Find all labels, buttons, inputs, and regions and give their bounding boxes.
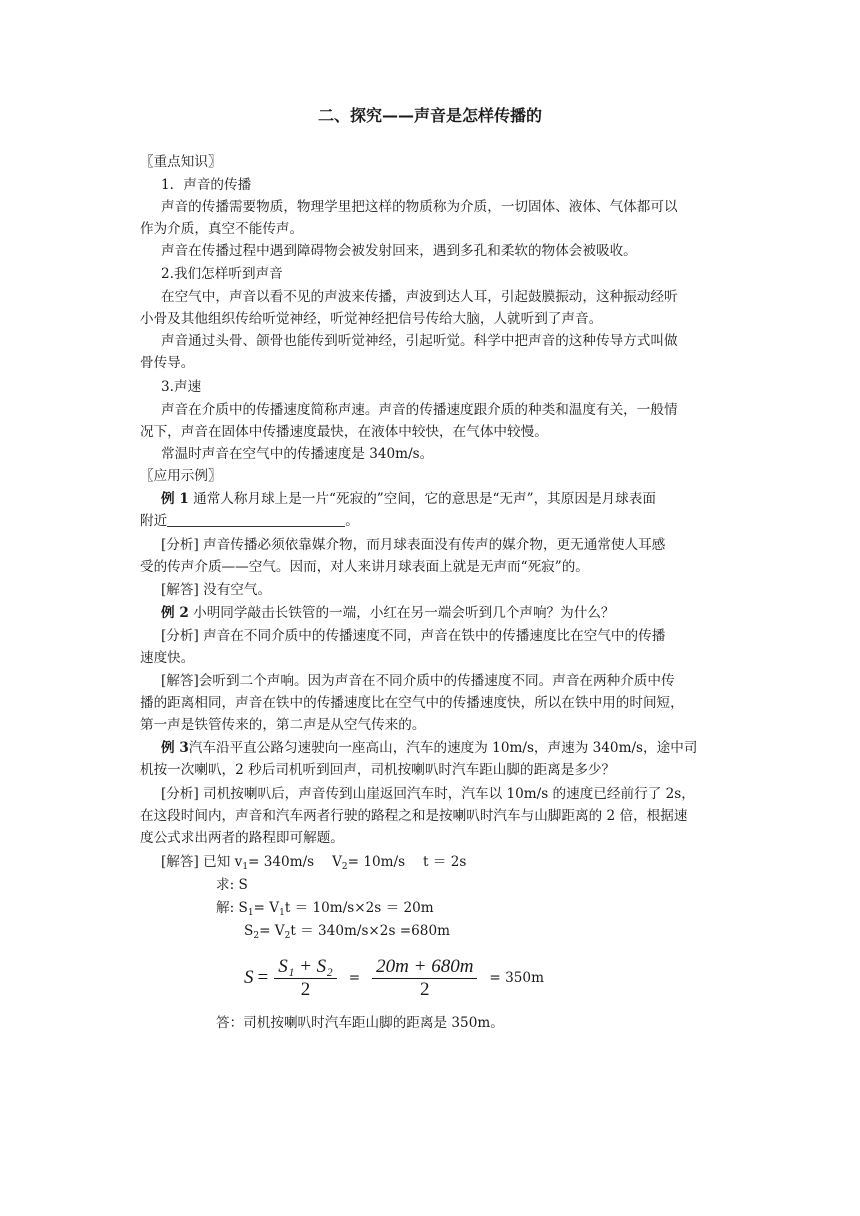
formula-equals: = — [257, 967, 269, 988]
example-text: 汽车沿平直公路匀速驶向一座高山，汽车的速度为 10m/s，声速为 340m/s，途中司 — [188, 740, 698, 756]
example-text: 。 — [345, 513, 359, 529]
solution-step-1 — [216, 898, 434, 923]
paragraph-line: 在空气中，声音以看不见的声波来传播，声波到达人耳，引起鼓膜振动，这种振动经听 — [161, 289, 678, 305]
example-label: 例 3 — [161, 740, 189, 756]
example-text: 小明同学敲击长铁管的一端，小红在另一端会听到几个声响？为什么？ — [188, 605, 615, 621]
subscript: 2 — [253, 931, 260, 941]
example-1-question-line2 — [140, 511, 359, 531]
example-3-question — [161, 738, 697, 758]
section-heading-key-knowledge: 〖重点知识〗 — [140, 154, 222, 170]
paragraph-line: 常温时声音在空气中的传播速度是 340m/s。 — [161, 446, 434, 462]
paragraph-line: 在这段时间内，声音和汽车两者行驶的路程之和是按喇叭时汽车与山脚距离的 2 倍，根据速 — [140, 808, 688, 824]
paragraph-line: 机按一次喇叭，2 秒后司机听到回声，司机按喇叭时汽车距山脚的距离是多少？ — [140, 762, 616, 778]
formula-equals: = — [348, 970, 361, 986]
fraction-numerator: S₁ + S₂ — [274, 956, 337, 979]
example-2-question — [161, 603, 615, 623]
paragraph-line: 骨传导。 — [140, 355, 195, 371]
final-answer: 答：司机按喇叭时汽车距山脚的距离是 350m。 — [216, 1015, 504, 1031]
example-text: 附近 — [140, 513, 168, 529]
page-title: 二、探究——声音是怎样传播的 — [317, 106, 542, 125]
paragraph-line: 作为介质，真空不能传声。 — [140, 221, 304, 237]
paragraph-line: [解答] 没有空气。 — [161, 582, 272, 598]
subheading-speed-of-sound: 3.声速 — [161, 379, 202, 395]
subscript: 1 — [279, 908, 285, 918]
fraction-numerator: 20m + 680m — [372, 956, 477, 979]
fraction — [274, 956, 337, 1001]
paragraph-line: 速度快。 — [140, 650, 195, 666]
example-label: 例 1 — [161, 491, 189, 507]
text: [解答] 已知 v — [161, 854, 243, 870]
fraction-denominator: 2 — [300, 978, 311, 1000]
answer-blank — [167, 512, 345, 527]
paragraph-line: 声音的传播需要物质，物理学里把这样的物质称为介质，一切固体、液体、气体都可以 — [161, 199, 678, 215]
text: 解: S — [216, 900, 248, 916]
distance-formula — [244, 950, 554, 1006]
subheading-sound-propagation: 1．声音的传播 — [161, 177, 252, 193]
paragraph-line: 声音在传播过程中遇到障碍物会被发射回来，遇到多孔和柔软的物体会被吸收。 — [161, 243, 637, 259]
subheading-how-we-hear: 2.我们怎样听到声音 — [161, 266, 283, 282]
fraction-denominator: 2 — [420, 978, 430, 1000]
paragraph-line: 第一声是铁管传来的，第二声是从空气传来的。 — [140, 717, 426, 733]
example-label: 例 2 — [161, 605, 189, 621]
paragraph-line: 况下，声音在固体中传播速度最快，在液体中较快，在气体中较慢。 — [140, 424, 548, 440]
paragraph-line: 播的距离相同，声音在铁中的传播速度比在空气中的传播速度快，所以在铁中用的时间短， — [140, 695, 684, 711]
paragraph-line: [分析] 声音传播必须依靠媒介物，而月球表面没有传声的媒介物，更无通常使人耳感 — [161, 537, 666, 553]
text: t ＝ 10m/s×2s ＝ 20m — [284, 900, 434, 916]
paragraph-line: [分析] 声音在不同介质中的传播速度不同，声音在铁中的传播速度比在空气中的传播 — [161, 628, 666, 644]
section-heading-examples: 〖应用示例〗 — [140, 468, 222, 484]
paragraph-line: 度公式求出两者的路程即可解题。 — [140, 830, 344, 846]
paragraph-line: 声音在介质中的传播速度简称声速。声音的传播速度跟介质的种类和温度有关，一般情 — [161, 402, 678, 418]
text: = V — [253, 900, 280, 916]
solution-step-2 — [244, 921, 450, 946]
paragraph-line: 小骨及其他组织传给听觉神经，听觉神经把信号传给大脑，人就听到了声音。 — [140, 311, 603, 327]
paragraph-line: [解答]会听到二个声响。因为声音在不同介质中的传播速度不同。声音在两种介质中传 — [161, 673, 675, 689]
subscript: 2 — [341, 862, 348, 872]
formula-variable: S — [244, 967, 254, 988]
paragraph-line: 受的传声介质——空气。因而，对人来讲月球表面上就是无声而“死寂”的。 — [140, 559, 589, 575]
solution-find: 求: S — [216, 877, 248, 893]
example-text: 通常人称月球上是一片“死寂的”空间，它的意思是“无声”，其原因是月球表面 — [188, 491, 656, 507]
fraction — [372, 956, 477, 1001]
text: = 340m/s V — [248, 854, 342, 870]
text: = 10m/s t ＝ 2s — [347, 854, 467, 870]
solution-given — [161, 852, 466, 877]
text: S — [244, 923, 254, 939]
text: t ＝ 340m/s×2s =680m — [290, 923, 450, 939]
example-1-question — [161, 489, 656, 509]
subscript: 1 — [242, 862, 249, 872]
subscript: 2 — [284, 931, 291, 941]
paragraph-line: 声音通过头骨、颌骨也能传到听觉神经，引起听觉。科学中把声音的这种传导方式叫做 — [161, 333, 678, 349]
subscript: 1 — [247, 908, 254, 918]
paragraph-line: [分析] 司机按喇叭后，声音传到山崖返回汽车时，汽车以 10m/s 的速度已经前行了 2s， — [161, 786, 695, 802]
text: = V — [259, 923, 285, 939]
formula-result: = 350m — [489, 970, 544, 986]
